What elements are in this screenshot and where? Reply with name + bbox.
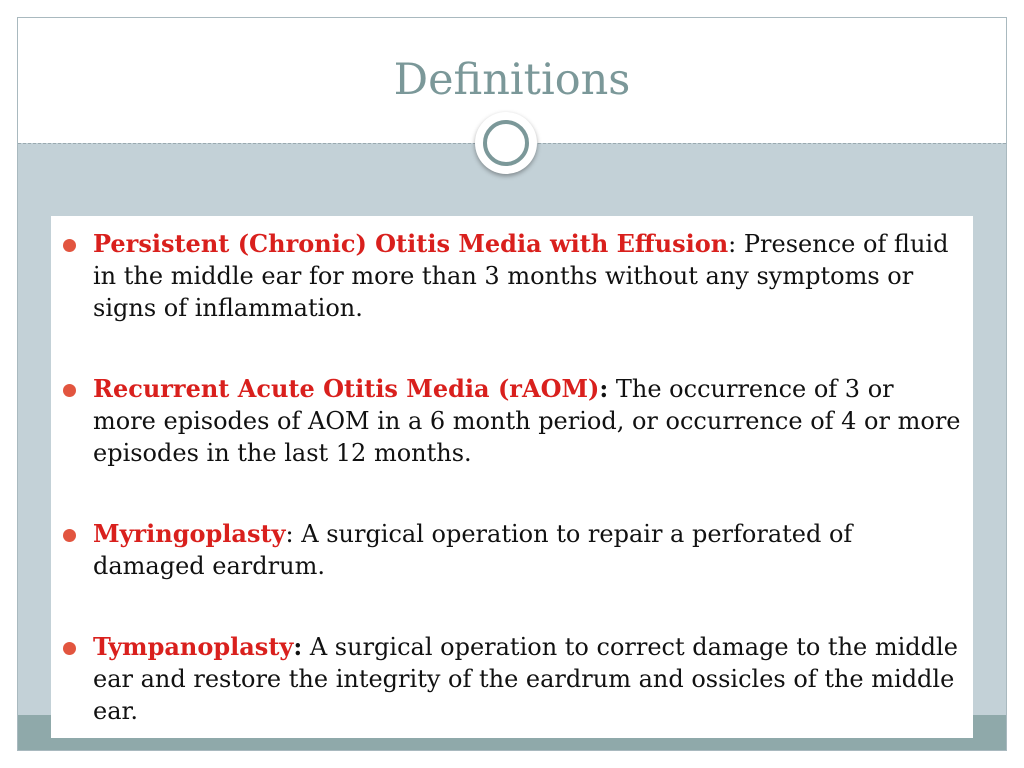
definition-list [51, 228, 973, 751]
definition-term: Tympanoplasty [93, 632, 294, 661]
definition-term: Myringoplasty [93, 519, 286, 548]
definition-item-persistent-ome [51, 228, 973, 324]
definition-separator: : [293, 632, 303, 661]
slide [17, 17, 1007, 751]
circle-bullet-icon [63, 642, 76, 655]
definition-text: A surgical operation to correct damage to the middle ear and restore the integrity of the eardrum and ossicles of the middle ear. [93, 633, 958, 725]
definition-item-raom [51, 373, 973, 469]
definition-separator: : [728, 230, 737, 258]
definition-term: Persistent (Chronic) Otitis Media with Effusion [93, 229, 729, 258]
ring-ornament-icon [475, 112, 537, 174]
definition-separator: : [599, 374, 609, 403]
definition-item-tympanoplasty [51, 631, 973, 727]
definition-text: Presence of fluid in the middle ear for more than 3 months without any symptoms or signs of inflammation. [93, 230, 949, 322]
definition-term: Recurrent Acute Otitis Media (rAOM) [93, 374, 600, 403]
definition-text: The occurrence of 3 or more episodes of AOM in a 6 month period, or occurrence of 4 or more episodes in the last 12 months. [93, 375, 961, 467]
definition-text: A surgical operation to repair a perforated of damaged eardrum. [93, 520, 853, 580]
definition-separator: : [285, 520, 294, 548]
circle-bullet-icon [63, 384, 76, 397]
circle-bullet-icon [63, 529, 76, 542]
circle-bullet-icon [63, 239, 76, 252]
content-box [51, 216, 973, 738]
ring-icon [483, 120, 529, 166]
definition-item-myringoplasty [51, 518, 973, 582]
page-title: Definitions [393, 55, 631, 105]
